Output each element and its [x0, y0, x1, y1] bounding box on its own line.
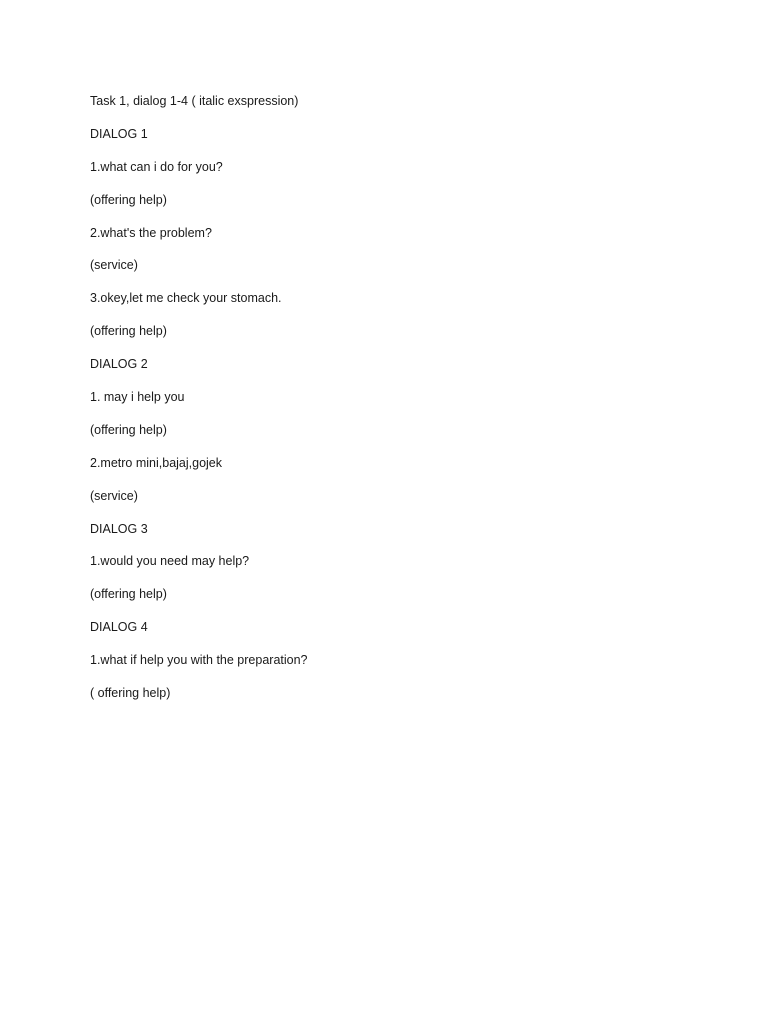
dialog-1-line-3-label: (offering help) — [90, 324, 167, 339]
dialog-2-line-1: 1. may i help you — [90, 390, 185, 405]
dialog-1-line-3: 3.okey,let me check your stomach. — [90, 291, 282, 306]
dialog-4-line-1: 1.what if help you with the preparation? — [90, 653, 308, 668]
dialog-2-line-1-label: (offering help) — [90, 422, 167, 437]
dialog-4-heading: DIALOG 4 — [90, 620, 148, 635]
task-title: Task 1, dialog 1-4 ( italic exspression) — [90, 94, 299, 108]
document-body — [90, 93, 690, 718]
dialog-2-line-2: 2.metro mini,bajaj,gojek — [90, 455, 223, 470]
dialog-1-line-1-label: (offering help) — [90, 192, 167, 207]
dialog-3-line-1-label: (offering help) — [90, 587, 167, 602]
dialog-2-heading: DIALOG 2 — [90, 357, 148, 372]
dialog-4-line-1-label: ( offering help) — [90, 686, 171, 701]
dialog-1-line-2: 2.what's the problem? — [90, 225, 212, 240]
dialog-2-line-2-label: (service) — [90, 488, 138, 503]
dialog-1-line-2-label: (service) — [90, 258, 138, 273]
dialog-1-heading: DIALOG 1 — [90, 126, 148, 141]
dialog-1-line-1: 1.what can i do for you? — [90, 159, 223, 174]
dialog-3-line-1: 1.would you need may help? — [90, 554, 250, 569]
dialog-3-heading: DIALOG 3 — [90, 521, 148, 536]
